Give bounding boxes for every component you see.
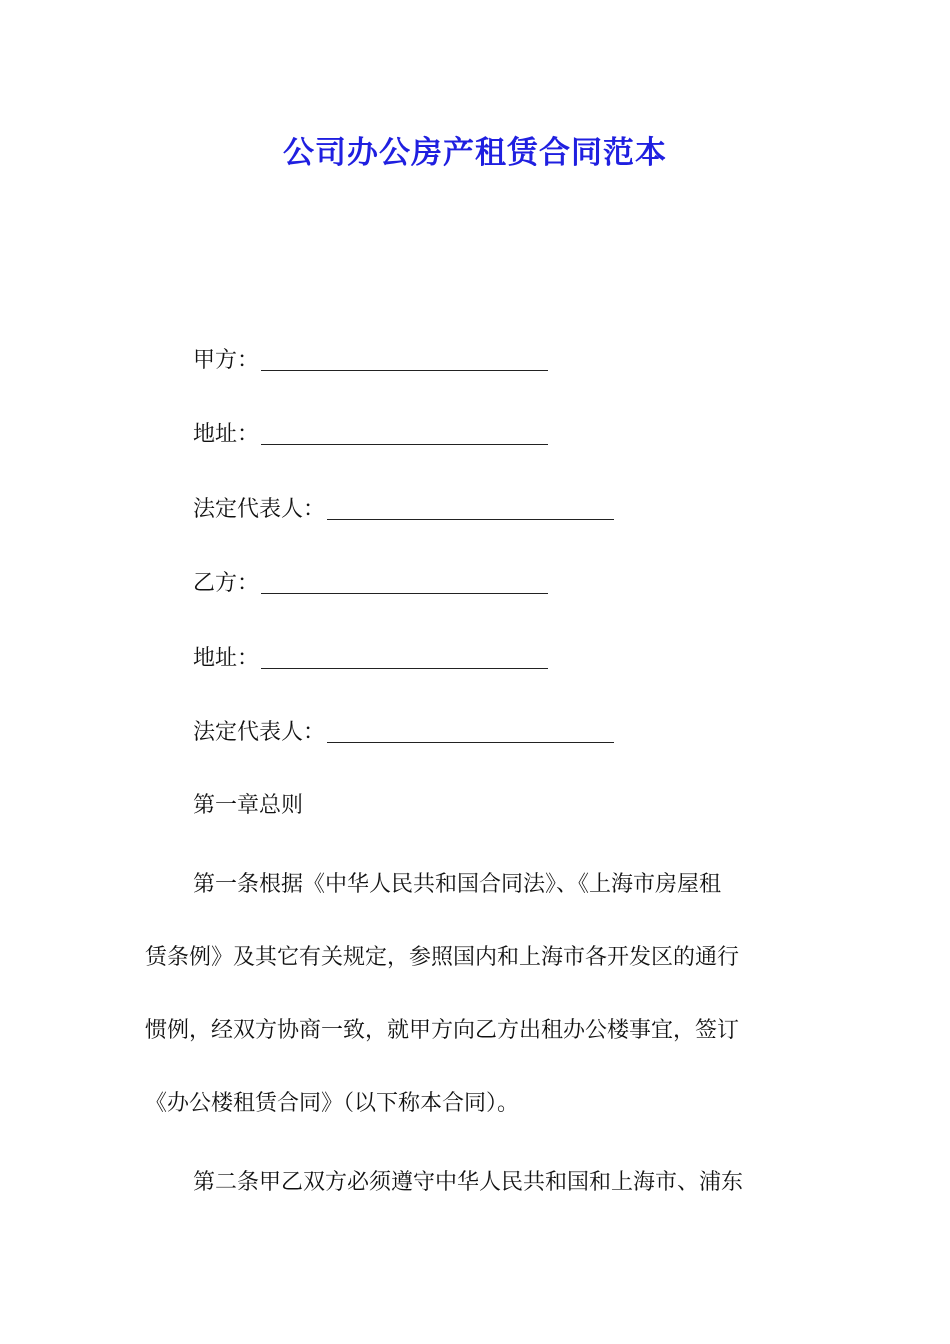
party-a-address-field (193, 418, 548, 452)
party-a-blank[interactable] (261, 344, 548, 371)
article-1-line: 第一条根据《中华人民共和国合同法》、《上海市房屋租 (193, 872, 722, 897)
party-a-representative-label: 法定代表人： (193, 497, 326, 522)
party-a-address-blank[interactable] (261, 418, 548, 445)
article-2-paragraph (145, 1146, 805, 1219)
party-b-label: 乙方： (193, 571, 260, 596)
party-a-representative-blank[interactable] (327, 493, 614, 520)
party-b-representative-label: 法定代表人： (193, 720, 326, 745)
article-1-paragraph (145, 848, 805, 1140)
party-b-field (193, 567, 548, 601)
party-b-address-blank[interactable] (261, 642, 548, 669)
party-b-address-label: 地址： (193, 646, 260, 671)
party-b-blank[interactable] (261, 567, 548, 594)
party-b-representative-field (193, 716, 614, 750)
party-a-label: 甲方： (193, 348, 260, 373)
document-title: 公司办公房产租赁合同范本 (283, 135, 667, 171)
party-a-address-label: 地址： (193, 422, 260, 447)
article-1-line: 惯例，经双方协商一致，就甲方向乙方出租办公楼事宜，签订 (145, 1018, 740, 1043)
party-b-address-field (193, 642, 548, 676)
article-1-line: 赁条例》及其它有关规定，参照国内和上海市各开发区的通行 (145, 945, 740, 970)
article-1-line: 《办公楼租赁合同》（以下称本合同）。 (145, 1091, 520, 1116)
chapter-heading: 第一章总则 (193, 793, 304, 818)
article-2-line: 第二条甲乙双方必须遵守中华人民共和国和上海市、浦东 (193, 1170, 744, 1195)
party-a-representative-field (193, 493, 614, 527)
party-b-representative-blank[interactable] (327, 716, 614, 743)
party-a-field (193, 344, 548, 378)
